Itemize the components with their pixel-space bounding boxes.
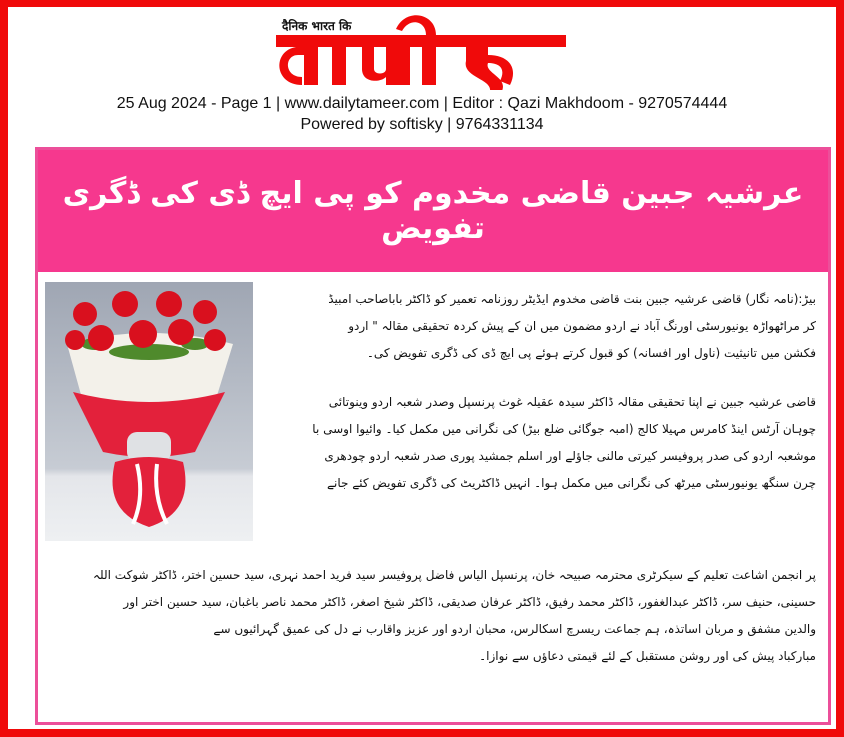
- article-line: چوہان آرٹس اینڈ کامرس مہیلا کالج (امبہ جوگائی ضلع بیڑ) کی نگرانی میں مکمل کیا۔ وائیوا اوسی با: [312, 422, 816, 436]
- article-line: والدین مشفق و مربان اساتذہ، ہم جماعت ریسرچ اسکالرس، محبان اردو اور عزیز واقارب نے دل کی عمیق گہرائیوں سے: [213, 622, 816, 636]
- headline-banner: [38, 150, 828, 272]
- tameer-logo: [270, 8, 570, 90]
- article-column-beside-image: [262, 286, 816, 497]
- article-line: بیڑ:(نامہ نگار) قاضی عرشیہ جبین بنت قاضی مخدوم ایڈیٹر روزنامہ تعمیر کو ڈاکٹر باباصاحب امبیڈ: [328, 292, 816, 306]
- article-line: حسینی، حنیف سر، ڈاکٹر عبدالغفور، ڈاکٹر محمد رفیق، ڈاکٹر عرفان صدیقی، ڈاکٹر شیخ اصغر، ڈاکٹر محمد ناصر باغبان، سید حسین اختر اور: [123, 595, 816, 609]
- article-full-width-text: [46, 562, 816, 670]
- article-line: موشعبہ اردو کی صدر پروفیسر کیرتی مالنی جاؤلے اور اسلم جمشید پوری صدر شعبہ اردو چودھری: [324, 449, 816, 463]
- article-line: قاضی عرشیہ جبین نے اپنا تحقیقی مقالہ ڈاکٹر سیدہ عقیلہ غوث پرنسپل وصدر شعبہ اردو وینوتائی: [328, 395, 816, 409]
- powered-by-line: Powered by softisky | 9764331134: [300, 116, 544, 133]
- headline-text: عرشیہ جبین قاضی مخدوم کو پی ایچ ڈی کی ڈگری تفویض: [62, 176, 804, 246]
- article-line: فکشن میں تانیثیت (ناول اور افسانہ) کو قبول کرتے ہوئے پی ایچ ڈی کی ڈگری تفویض کی۔: [366, 346, 816, 360]
- article-line: چرن سنگھ یونیورسٹی میرٹھ کی نگرانی میں مکمل ہوا۔ انہیں ڈاکٹریٹ کی ڈگری تفویض کئے جانے: [326, 476, 816, 490]
- svg-text:दैनिक भारत कि: दैनिक भारत कि: [282, 19, 352, 33]
- article-line: پر انجمن اشاعت تعلیم کے سیکرٹری محترمہ صبیحہ خان، پرنسپل الیاس فاضل پروفیسر سید فرید احمد نہری، سید حسین اختر، ڈاکٹر شوکت اللہ: [93, 568, 816, 582]
- article-line: مبارکباد پیش کی اور روشن مستقبل کے لئے قیمتی دعاؤں سے نوازا۔: [479, 649, 816, 663]
- article-line: کر مراٹھواڑہ یونیورسٹی اورنگ آباد نے اردو مضمون میں ان کے پیش کردہ تحقیقی مقالہ " اردو: [348, 319, 816, 333]
- rose-bouquet-image: [45, 282, 253, 541]
- edition-info-line: 25 Aug 2024 - Page 1 | www.dailytameer.com | Editor : Qazi Makhdoom - 9270574444: [116, 95, 728, 112]
